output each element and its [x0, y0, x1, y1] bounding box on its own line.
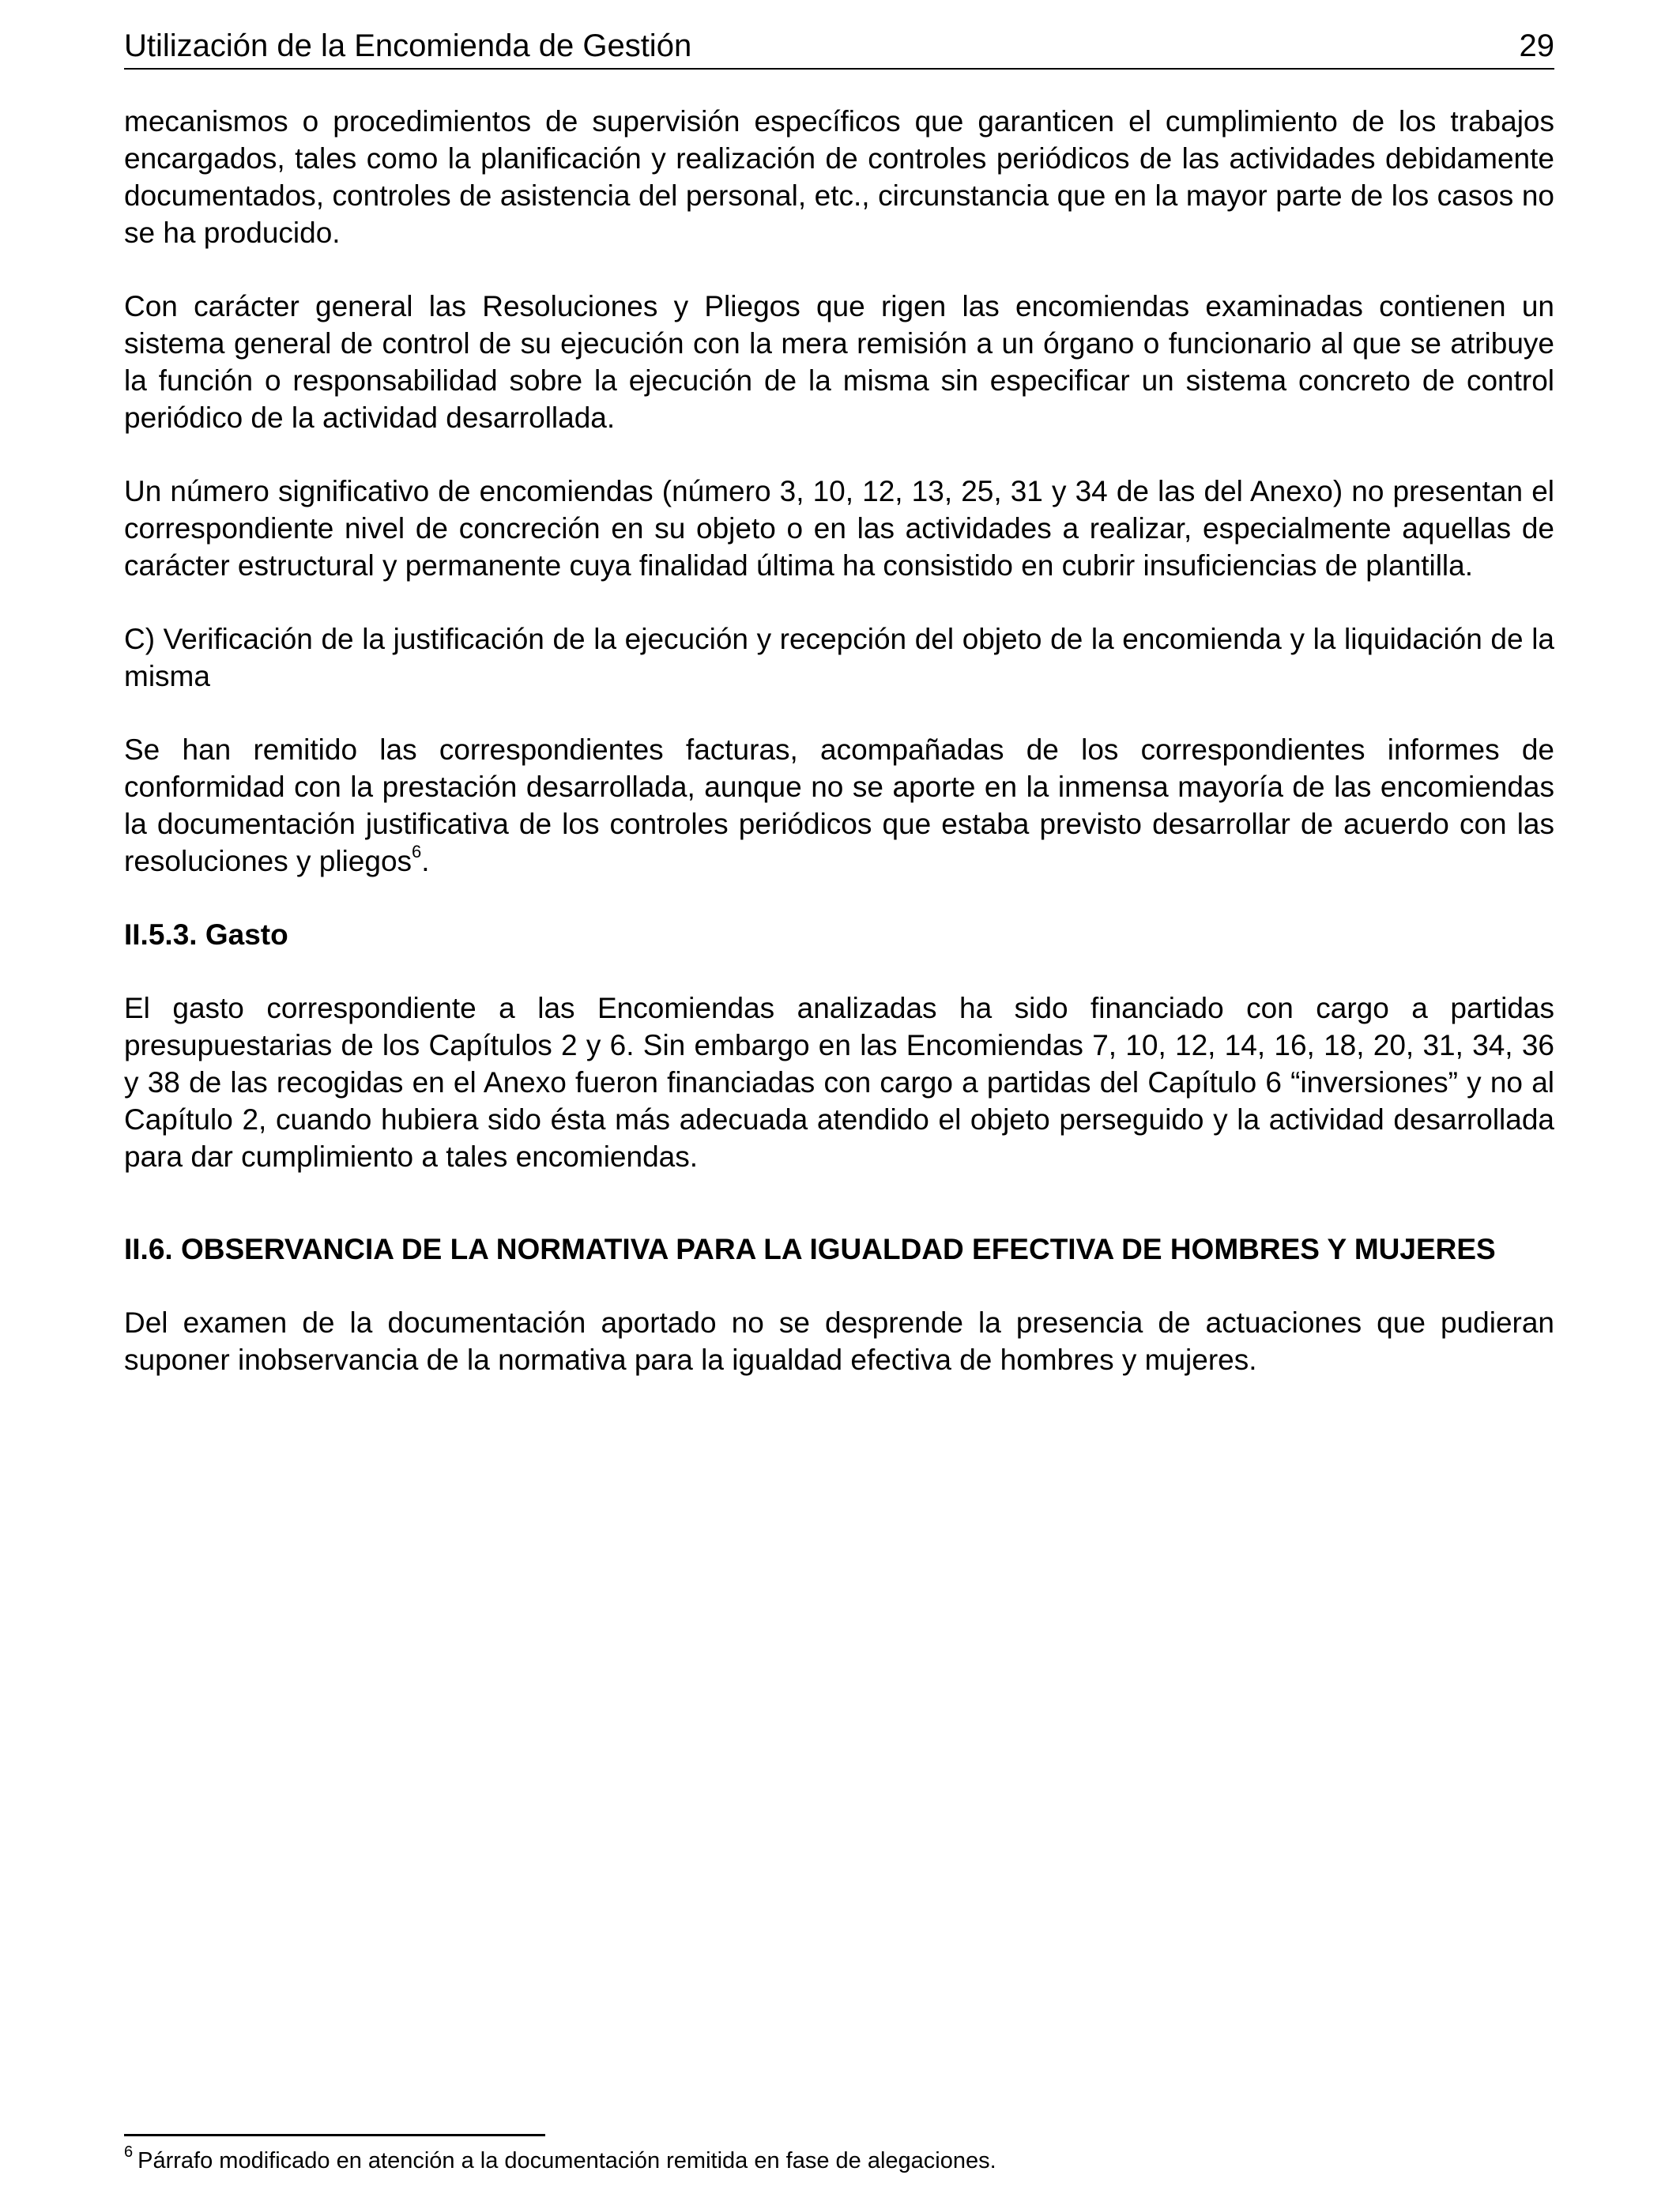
paragraph-facturas-text: Se han remitido las correspondientes facturas, acompañadas de los correspondientes informes de conformidad con la prestación desarrollada, aunque no se aporte en la inmensa mayoría de las encomiendas la documentación justificativa de los controles periódicos que estaba previsto desarrollar de acuerdo con las resoluciones y pliegos	[124, 733, 1554, 877]
page-number: 29	[1519, 28, 1554, 63]
footnote-number: 6	[124, 2143, 134, 2162]
paragraph-facturas	[124, 731, 1554, 880]
document-page	[124, 0, 1554, 2194]
header-title: Utilización de la Encomienda de Gestión	[124, 28, 692, 63]
paragraph-gasto: El gasto correspondiente a las Encomiendas analizadas ha sido financiado con cargo a partidas presupuestarias de los Capítulos 2 y 6. Sin embargo en las Encomiendas 7, 10, 12, 14, 16, 18, 20, 31, 34, 36 y 38 de las recogidas en el Anexo fueron financiadas con cargo a partidas del Capítulo 6 “inversiones” y no al Capítulo 2, cuando hubiera sido ésta más adecuada atendido el objeto perseguido y la actividad desarrollada para dar cumplimiento a tales encomiendas.	[124, 992, 1554, 1173]
paragraph-facturas-end: .	[421, 845, 430, 877]
heading-gasto: II.5.3. Gasto	[124, 918, 288, 951]
footnote	[124, 2143, 996, 2175]
footnote-reference[interactable]: 6	[412, 841, 422, 861]
heading-igualdad: II.6. OBSERVANCIA DE LA NORMATIVA PARA LA IGUALDAD EFECTIVA DE HOMBRES Y MUJERES	[124, 1233, 1496, 1265]
paragraph-numero-encomiendas: Un número significativo de encomiendas (número 3, 10, 12, 13, 25, 31 y 34 de las del Anexo) no presentan el correspondiente nivel de concreción en su objeto o en las actividades a realizar, especialmente aquellas de carácter estructural y permanente cuya finalidad última ha consistido en cubrir insuficiencias de plantilla.	[124, 475, 1554, 582]
page-body	[124, 103, 1554, 1415]
paragraph-igualdad: Del examen de la documentación aportado no se desprende la presencia de actuaciones que pudieran suponer inobservancia de la normativa para la igualdad efectiva de hombres y mujeres.	[124, 1306, 1554, 1376]
paragraph-verificacion-heading: C) Verificación de la justificación de la ejecución y recepción del objeto de la encomienda y la liquidación de la misma	[124, 623, 1554, 692]
paragraph-resoluciones: Con carácter general las Resoluciones y Pliegos que rigen las encomiendas examinadas contienen un sistema general de control de su ejecución con la mera remisión a un órgano o funcionario al que se atribuye la función o responsabilidad sobre la ejecución de la misma sin especificar un sistema concreto de control periódico de la actividad desarrollada.	[124, 290, 1554, 434]
page-header	[124, 24, 1554, 70]
footnote-text: Párrafo modificado en atención a la documentación remitida en fase de alegaciones.	[137, 2148, 996, 2173]
paragraph-supervision: mecanismos o procedimientos de supervisión específicos que garanticen el cumplimiento de los trabajos encargados, tales como la planificación y realización de controles periódicos de las actividades debidamente documentados, controles de asistencia del personal, etc., circunstancia que en la mayor parte de los casos no se ha producido.	[124, 105, 1554, 249]
footnote-divider	[124, 2134, 545, 2136]
